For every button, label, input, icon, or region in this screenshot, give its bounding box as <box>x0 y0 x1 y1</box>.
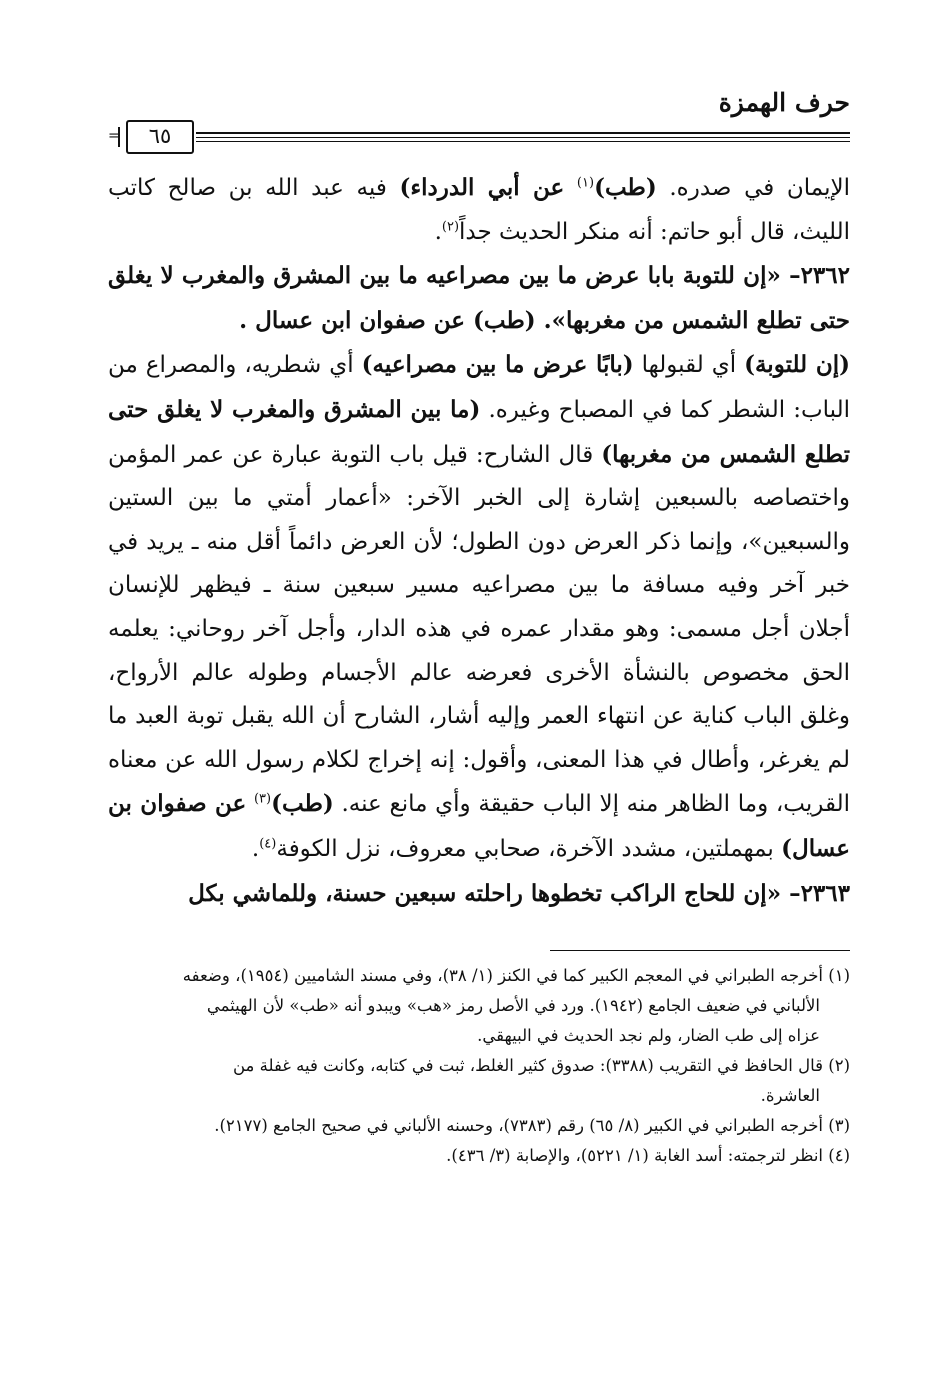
header-dash: = <box>108 128 120 144</box>
footnote-separator <box>550 950 850 951</box>
paragraph-hadith-2362 <box>108 254 850 343</box>
page <box>108 82 850 1171</box>
text-run <box>246 791 254 817</box>
hadith-text: ٢٣٦٢– «إن للتوبة بابا عرض ما بين مصراعيه ما بين المشرق والمغرب لا يغلق حتى تطلع الشمس من مغربها». (طب) عن صفوان ابن عسال . <box>108 262 850 334</box>
bold-run: (ما بين المشرق والمغرب لا يغلق حتى تطلع الشمس من مغربها) <box>108 395 851 468</box>
footnote-ref[interactable]: (٤) <box>259 836 277 852</box>
text-run <box>564 175 577 201</box>
footnote-3: (٣) أخرجه الطبراني في الكبير (٨/ ٦٥) رقم (٧٣٨٣)، وحسنه الألباني في صحيح الجامع (٢١٧٧). <box>214 1116 850 1136</box>
footnote-1-cont: الألباني في ضعيف الجامع (١٩٤٢). ورد في الأصل رمز «هب» ويبدو أنه «طب» لأن الهيثمي <box>206 996 820 1016</box>
footnotes <box>108 961 850 1171</box>
footnote-ref[interactable]: (٣) <box>253 791 272 807</box>
text-run: أي لقبولها <box>633 352 745 379</box>
footnote-ref[interactable]: (١) <box>576 175 595 191</box>
page-number: ٦٥ <box>126 120 194 154</box>
hadith-text: ٢٣٦٣– «إن للحاج الراكب تخطوها راحلته سبعين حسنة، وللماشي بكل <box>188 879 850 907</box>
footnote-2: (٢) قال الحافظ في التقريب (٣٣٨٨): صدوق كثير الغلط، ثبت في كتابه، وكانت فيه غفلة من <box>233 1056 850 1076</box>
bold-run: (بابًا عرض ما بين مصراعيه) <box>361 351 634 379</box>
header-rule-thin <box>196 141 850 142</box>
text-run: . <box>251 835 260 862</box>
bold-run: (إن للتوبة) <box>744 351 850 379</box>
main-text <box>108 166 850 916</box>
text-run: . <box>434 218 442 245</box>
footnote-1-cont: عزاه إلى طب الضار، ولم نجد الحديث في البيهقي. <box>477 1026 820 1046</box>
chapter-title: حرف الهمزة <box>718 88 850 117</box>
paragraph-1 <box>108 166 850 254</box>
bold-run: (طب) <box>271 790 334 818</box>
text-run: الإيمان في صدره. <box>656 175 850 201</box>
bold-run: (طب) <box>594 174 657 201</box>
header-rule <box>196 132 850 138</box>
text-run: فيه عبد الله بن صالح كاتب الليث، قال أبو حاتم: أنه منكر الحديث جداً <box>108 175 850 245</box>
text-run: قال الشارح: قيل باب التوبة عبارة عن عمر المؤمن واختصاصه بالسبعين إشارة إلى الخبر الآخر: «أعمار أمتي ما بين الستين والسبعين»، وإنما ذكر العرض دون الطول؛ لأن العرض دائماً أقل منه ـ يريد في خبر آخر وفيه مسافة ما بين مصراعيه مسير سبعين سنة ـ فيظهر للإنسان أجلان أجل مسمى: وهو مقدار عمره في هذه الدار، وأجل آخر روحاني: يعلمه الحق مخصوص بالنشأة الأخرى فعرضه عالم الأجسام وطوله عالم الأرواح، وغلق الباب كناية عن انتهاء العمر وإليه أشار، الشارح أن الله يقبل توبة العبد ما لم يغرغر، وأطال في هذا المعنى، وأقول: إنه إخراج لكلام رسول الله عن معناه القريب، وما الظاهر منه إلا الباب حقيقة وأي مانع عنه. <box>108 441 851 818</box>
footnote-2-cont: العاشرة. <box>760 1086 820 1106</box>
footnote-4: (٤) انظر لترجمته: أسد الغابة (١/ ٥٢٢١)، والإصابة (٣/ ٤٣٦). <box>446 1146 850 1166</box>
text-run: بمهملتين، مشدد الآخرة، صحابي معروف، نزل الكوفة <box>276 835 782 862</box>
bold-run: عن أبي الدرداء) <box>399 174 565 201</box>
paragraph-hadith-2363 <box>108 872 850 917</box>
footnote-ref[interactable]: (٢) <box>441 218 460 234</box>
footnote-1: (١) أخرجه الطبراني في المعجم الكبير كما في الكنز (١/ ٣٨)، وفي مسند الشاميين (١٩٥٤)، وضعفه <box>182 966 850 986</box>
text-run: أي شطريه، والمصراع من الباب: الشطر كما في المصباح وغيره. <box>108 352 850 423</box>
page-header <box>108 82 850 154</box>
paragraph-commentary <box>108 343 850 871</box>
bold-run: عن صفوان بن عسال) <box>108 790 850 862</box>
